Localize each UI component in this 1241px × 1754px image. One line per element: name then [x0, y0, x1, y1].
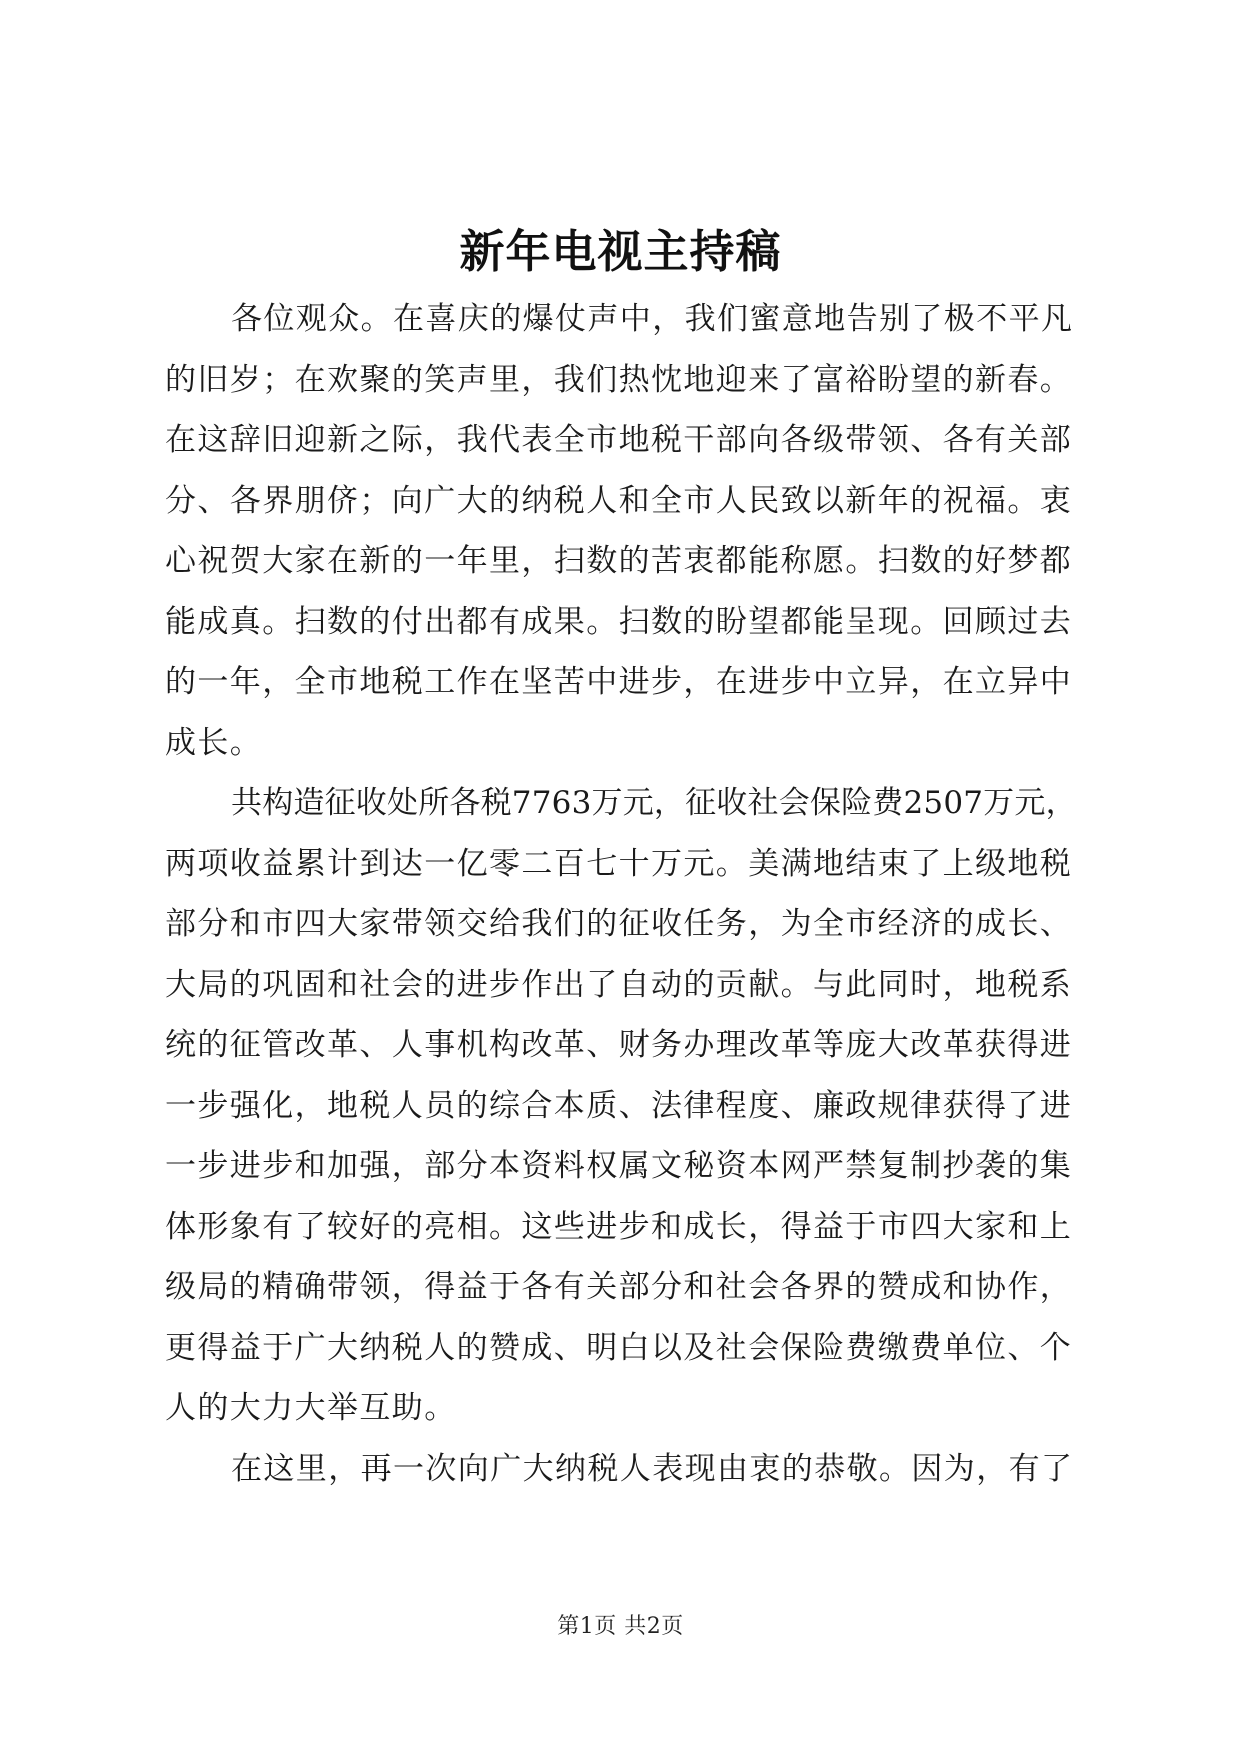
paragraph-2-line-6: 一步强化，地税人员的综合本质、法律程度、廉政规律获得了进	[165, 1087, 1073, 1124]
paragraph-2-line-5: 统的征管改革、人事机构改革、财务办理改革等庞大改革获得进	[165, 1027, 1073, 1063]
paragraph-1-line-6: 能成真。扫数的付出都有成果。扫数的盼望都能呈现。回顾过去	[165, 603, 1073, 640]
document-title: 新年电视主持稿	[459, 225, 782, 278]
paragraph-2-line-3: 部分和市四大家带领交给我们的征收任务，为全市经济的成长、	[165, 906, 1073, 942]
paragraph-2-line-4: 大局的巩固和社会的进步作出了自动的贡献。与此同时，地税系	[165, 966, 1073, 1003]
paragraph-2-line-11: 人的大力大举互助。	[165, 1390, 457, 1426]
paragraph-2-line-10: 更得益于广大纳税人的赞成、明白以及社会保险费缴费单位、个	[165, 1329, 1073, 1366]
paragraph-1-line-4: 分、各界朋侪；向广大的纳税人和全市人民致以新年的祝福。衷	[165, 482, 1073, 519]
page-number-footer: 第1页 共2页	[557, 1614, 684, 1639]
paragraph-2-line-2: 两项收益累计到达一亿零二百七十万元。美满地结束了上级地税	[165, 845, 1073, 882]
paragraph-1-line-8: 成长。	[165, 724, 263, 761]
paragraph-1-line-7: 的一年，全市地税工作在坚苦中进步，在进步中立异，在立异中	[165, 664, 1073, 700]
paragraph-3-line-1: 在这里，再一次向广大纳税人表现由衷的恭敬。因为，有了	[231, 1450, 1074, 1487]
paragraph-2-line-1: 共构造征收处所各税7763万元，征收社会保险费2507万元，	[231, 785, 1077, 821]
paragraph-2-line-9: 级局的精确带领，得益于各有关部分和社会各界的赞成和协作，	[165, 1269, 1073, 1305]
paragraph-1-line-3: 在这辞旧迎新之际，我代表全市地税干部向各级带领、各有关部	[165, 422, 1073, 458]
paragraph-2-line-7: 一步进步和加强，部分本资料权属文秘资本网严禁复制抄袭的集	[165, 1148, 1073, 1184]
paragraph-2-line-8: 体形象有了较好的亮相。这些进步和成长，得益于市四大家和上	[165, 1208, 1073, 1245]
paragraph-1-line-2: 的旧岁；在欢聚的笑声里，我们热忱地迎来了富裕盼望的新春。	[165, 361, 1073, 398]
paragraph-1-line-5: 心祝贺大家在新的一年里，扫数的苦衷都能称愿。扫数的好梦都	[165, 543, 1073, 579]
document-body	[165, 289, 1095, 1499]
paragraph-1-line-1: 各位观众。在喜庆的爆仗声中，我们蜜意地告别了极不平凡	[231, 301, 1074, 337]
